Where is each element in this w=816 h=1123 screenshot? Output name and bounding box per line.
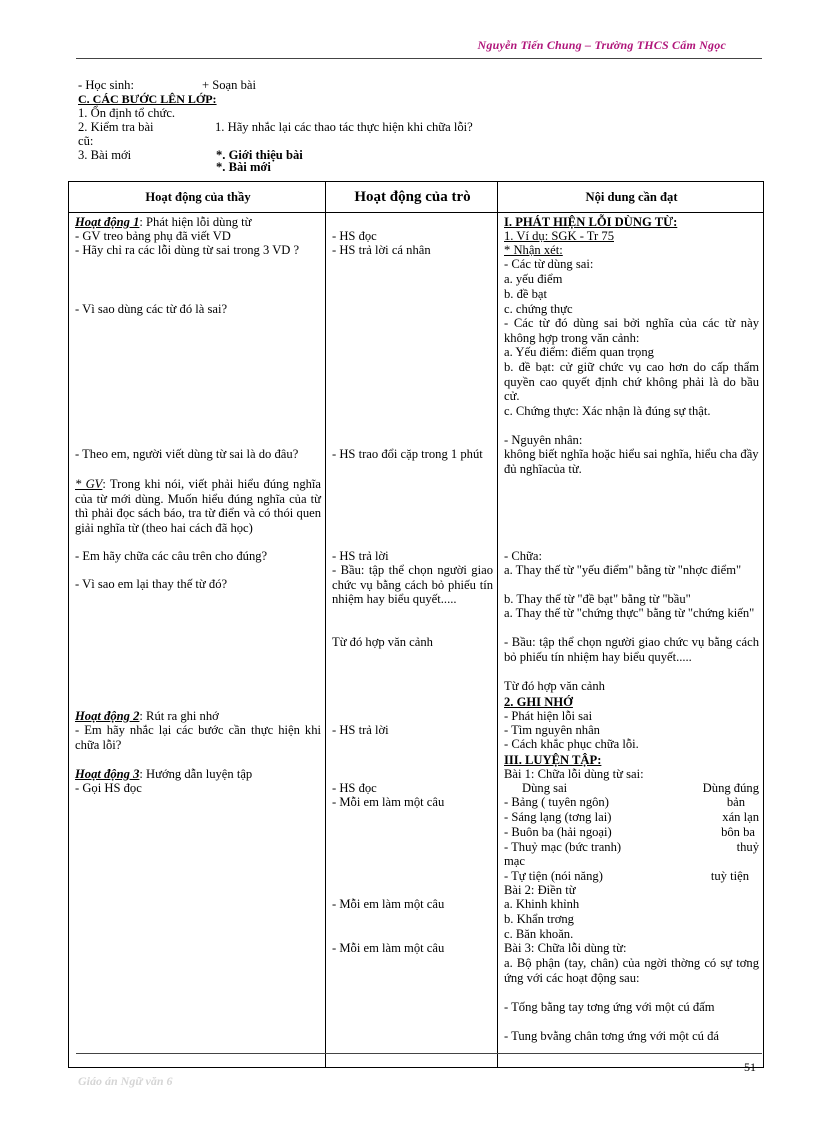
right-word: bản <box>726 795 745 809</box>
teacher-line: - Gọi HS đọc <box>75 781 142 795</box>
lesson-table <box>68 181 764 1068</box>
content-line: a. Thay thế từ "chứng thực" bằng từ "chứng kiến" <box>504 606 755 620</box>
content-line: c. Băn khoăn. <box>504 927 574 941</box>
compare-row <box>504 795 759 810</box>
wrong-header: Dùng sai <box>522 781 568 795</box>
gv-label: * GV <box>75 477 103 491</box>
header-content: Nội dung cần đạt <box>498 182 764 213</box>
step-2-cont: cũ: <box>78 134 94 148</box>
content-line: b. đề bạt <box>504 287 548 301</box>
student-line: - HS trả lời <box>332 549 389 563</box>
content-line: - Các từ đó dùng sai bởi nghĩa của các từ này không hợp trong văn cảnh: <box>504 316 759 345</box>
step-3-label: 3. Bài mới <box>78 148 132 162</box>
footer-rule <box>76 1053 762 1054</box>
teacher-line: - Em hãy chữa các câu trên cho đúng? <box>75 549 268 563</box>
student-line: - HS đọc <box>332 781 377 795</box>
section-c-heading: C. CÁC BƯỚC LÊN LỚP: <box>78 92 217 106</box>
content-line: - Cách khắc phục chữa lỗi. <box>504 737 639 751</box>
compare-row <box>504 840 759 855</box>
step-2-question: 1. Hãy nhắc lại các thao tác thực hiện khi chữa lỗi? <box>215 120 473 134</box>
step-3-b-row <box>78 162 498 176</box>
hs-label: - Học sinh: <box>78 78 134 92</box>
content-line: Từ đó hợp văn cảnh <box>504 679 605 693</box>
header-teacher: Hoạt động của thầy <box>69 182 326 213</box>
content-line: - Tìm nguyên nhân <box>504 723 600 737</box>
right-word: bôn ba <box>721 825 755 839</box>
header-student: Hoạt động của trò <box>326 182 498 213</box>
hd1-rest: : Phát hiện lỗi dùng từ <box>139 215 252 229</box>
hd3-line <box>75 767 321 782</box>
content-line: a. Bộ phận (tay, chân) của ngời thờng có sự tơng ứng với các hoạt động sau: <box>504 956 759 985</box>
hd2-line <box>75 709 321 724</box>
header-rule <box>76 58 762 59</box>
teacher-line: - Em hãy nhắc lại các bước cần thực hiện khi chữa lỗi? <box>75 723 321 752</box>
compare-row <box>504 810 759 825</box>
teacher-column <box>69 213 326 1068</box>
content-line: a. Khinh khỉnh <box>504 897 580 911</box>
student-line: Từ đó hợp văn cảnh <box>332 635 433 649</box>
hd1-title: Hoạt động 1 <box>75 215 140 229</box>
section-1-heading: I. PHÁT HIỆN LỖI DÙNG TỪ: <box>504 215 678 229</box>
content-line: - Chữa: <box>504 549 542 563</box>
teacher-line: - Vì sao dùng các từ đó là sai? <box>75 302 228 316</box>
content-line: mạc <box>504 854 525 868</box>
content-line: Bài 2: Điền từ <box>504 883 576 897</box>
step-3 <box>78 148 498 162</box>
hd3-title: Hoạt động 3 <box>75 767 140 781</box>
hd1-line <box>75 215 321 230</box>
student-line: - HS trả lời <box>332 723 389 737</box>
student-line: - HS đọc <box>332 229 377 243</box>
student-line: - Mỗi em làm một câu <box>332 897 445 911</box>
step-3-a: *. Giới thiệu bài <box>216 148 303 162</box>
right-header: Dùng đúng <box>702 781 759 795</box>
content-line: b. Khẩn trơng <box>504 912 574 926</box>
compare-row <box>504 869 759 884</box>
teacher-line: - Theo em, người viết dùng từ sai là do đâu? <box>75 447 299 461</box>
content-line: b. Thay thế từ "đề bạt" bằng từ "bầu" <box>504 592 691 606</box>
content-line: - Tống bằng tay tơng ứng với một cú đấm <box>504 1000 715 1014</box>
content-line: c. chứng thực <box>504 302 573 316</box>
lesson-intro <box>78 78 498 176</box>
content-line: không biết nghĩa hoặc hiểu sai nghĩa, hiểu cha đầy đủ nghĩacủa từ. <box>504 447 759 476</box>
page-number: 51 <box>744 1060 756 1074</box>
right-word: thuỷ <box>736 840 759 854</box>
gv-text: : Trong khi nói, viết phải hiểu đúng nghĩa của từ mới dùng. Muốn hiểu đúng nghĩa của từ thì phải đọc sách báo, tra từ điển và có thói quen giải nghĩa từ (theo hai cách đã học) <box>75 477 322 535</box>
step-2 <box>78 120 498 134</box>
content-line: - Các từ dùng sai: <box>504 257 594 271</box>
student-line: - Bầu: tập thể chọn người giao chức vụ bằng cách bỏ phiếu tín nhiệm hay biểu quyết..... <box>332 563 493 606</box>
content-line: * Nhận xét: <box>504 243 563 257</box>
content-line: a. Thay thế từ "yếu điểm" bằng từ "nhợc điểm" <box>504 563 742 577</box>
intro-student-prep <box>78 78 498 92</box>
page-header: Nguyễn Tiến Chung – Trường THCS Cẩm Ngọc <box>477 38 726 52</box>
step-2-label: 2. Kiểm tra bài <box>78 120 154 134</box>
compare-row <box>504 825 759 840</box>
teacher-line: - GV treo bảng phụ đã viết VD <box>75 229 231 243</box>
content-line: - Phát hiện lỗi sai <box>504 709 593 723</box>
content-line: 1. Ví dụ: SGK - Tr 75 <box>504 229 614 243</box>
wrong-word: - Thuỷ mạc (bức tranh) <box>504 840 622 854</box>
content-line: Bài 3: Chữa lỗi dùng từ: <box>504 941 627 955</box>
section-2-heading: 2. GHI NHỚ <box>504 695 573 709</box>
hd2-rest: : Rút ra ghi nhớ <box>139 709 219 723</box>
hd3-rest: : Hướng dẫn luyện tập <box>139 767 253 781</box>
section-3-heading: III. LUYỆN TẬP: <box>504 753 602 767</box>
content-line: - Nguyên nhân: <box>504 433 583 447</box>
wrong-word: - Buôn ba (hải ngoại) <box>504 825 612 839</box>
student-line: - HS trả lời cá nhân <box>332 243 431 257</box>
student-column <box>326 213 498 1068</box>
content-line: - Tung bvằng chân tơng ứng với một cú đá <box>504 1029 719 1043</box>
student-line: - HS trao đổi cặp trong 1 phút <box>332 447 483 461</box>
wrong-word: - Tự tiện (nói năng) <box>504 869 603 883</box>
table-header-row <box>69 182 764 213</box>
wrong-word: - Sáng lạng (tơng lai) <box>504 810 612 824</box>
content-column <box>498 213 764 1068</box>
content-line: c. Chứng thực: Xác nhận là đúng sự thật. <box>504 404 711 418</box>
teacher-line: - Hãy chỉ ra các lỗi dùng từ sai trong 3 VD ? <box>75 243 300 257</box>
student-line: - Mỗi em làm một câu <box>332 795 445 809</box>
content-line: - Bầu: tập thể chọn người giao chức vụ bằng cách bỏ phiếu tín nhiệm hay biểu quyết..... <box>504 635 759 664</box>
hd2-title: Hoạt động 2 <box>75 709 140 723</box>
right-word: xán lạn <box>722 810 759 824</box>
teacher-line: - Vì sao em lại thay thế từ đó? <box>75 577 228 591</box>
content-line: b. đề bạt: cử giữ chức vụ cao hơn do cấp thẩm quyền cao quyết định chứ không phải là do bầu cử. <box>504 360 759 403</box>
wrong-word: - Bảng ( tuyên ngôn) <box>504 795 609 809</box>
content-line: a. Yếu điểm: điểm quan trọng <box>504 345 654 359</box>
step-3-b: *. Bài mới <box>216 160 271 174</box>
gv-note <box>75 477 321 535</box>
right-word: tuỳ tiện <box>710 869 749 883</box>
table-body-row <box>69 213 764 1068</box>
student-line: - Mỗi em làm một câu <box>332 941 445 955</box>
hs-value: + Soạn bài <box>202 78 256 92</box>
content-line: a. yếu điểm <box>504 272 563 286</box>
step-1: 1. Ổn định tổ chức. <box>78 106 176 120</box>
footer-watermark: Giáo án Ngữ văn 6 <box>78 1074 173 1088</box>
content-line: Bài 1: Chữa lỗi dùng từ sai: <box>504 767 644 781</box>
